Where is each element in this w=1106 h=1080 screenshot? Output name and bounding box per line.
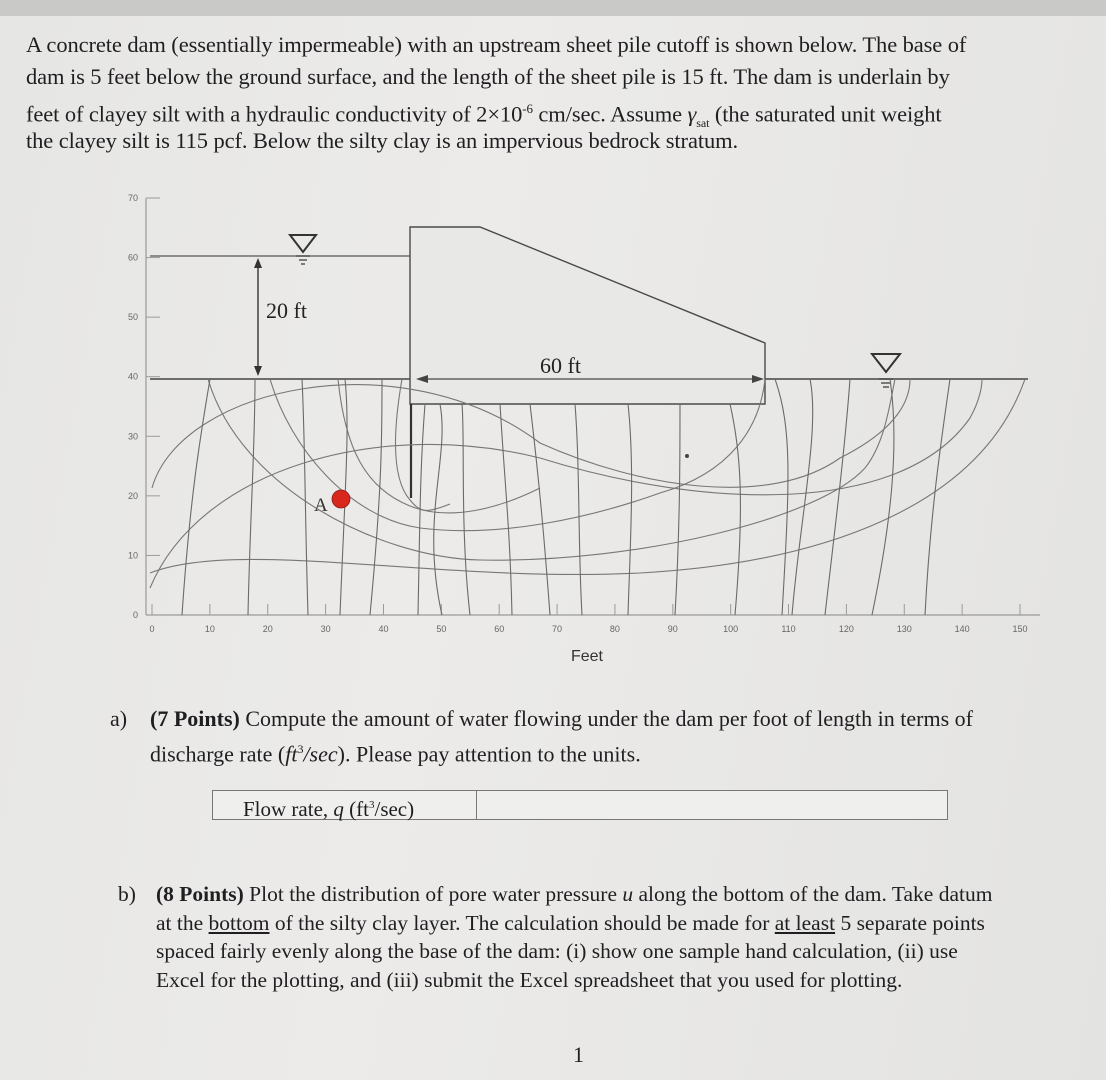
- x-tick-label: 20: [262, 624, 273, 634]
- y-tick-label: 50: [127, 312, 138, 323]
- dam-width-label: 60 ft: [540, 353, 581, 378]
- question-b-line-1: b) (8 Points) Plot the distribution of pore water pressure u along the bottom of the dam. Take datum: [118, 882, 993, 906]
- flow-rate-label: Flow rate, q $(ft^3/\sec)$: [213, 791, 477, 819]
- flow-net-figure: [120, 188, 1050, 668]
- y-tick-label: 0: [132, 610, 138, 620]
- question-b-line-4: Excel for the plotting, and (iii) submit the Excel spreadsheet that you used for plotting.: [156, 967, 903, 992]
- x-tick-label: 50: [436, 624, 447, 634]
- x-tick-label: 150: [1012, 624, 1028, 634]
- flow-lines: [150, 379, 1025, 588]
- question-b-line-3: spaced fairly evenly along the base of the dam: (i) show one sample hand calculation, (ii) use: [156, 939, 958, 963]
- water-table-symbol-downstream: [872, 354, 900, 387]
- x-tick-label: 60: [494, 624, 505, 634]
- x-tick-label: 110: [781, 624, 796, 634]
- x-tick-label: 0: [149, 624, 155, 634]
- y-tick-label: 40: [127, 371, 138, 382]
- y-axis-ticks: [128, 193, 160, 620]
- problem-statement: [26, 29, 1106, 157]
- y-tick-label: 60: [127, 252, 138, 263]
- x-tick-label: 40: [378, 624, 389, 634]
- x-tick-label: 90: [667, 624, 678, 634]
- equipotential-lines: [182, 379, 950, 615]
- water-table-symbol-upstream: [290, 235, 316, 264]
- flow-net-dot: [685, 454, 689, 458]
- y-tick-label: 10: [127, 550, 138, 561]
- concrete-dam: [410, 227, 765, 404]
- question-a: [110, 704, 973, 769]
- question-b-line-2: at the bottom of the silty clay layer. The calculation should be made for at least 5 separate points: [156, 910, 985, 935]
- x-tick-label: 70: [552, 624, 563, 634]
- y-tick-label: 20: [127, 490, 138, 501]
- x-axis-ticks: [149, 604, 1027, 634]
- point-a-label: A: [314, 495, 328, 516]
- flow-rate-answer-field[interactable]: [479, 791, 947, 819]
- head-dimension-label: 20 ft: [266, 298, 307, 323]
- problem-line-2: dam is 5 feet below the ground surface, and the length of the sheet pile is 15 ft. The dam is underlain by: [26, 64, 950, 89]
- x-tick-label: 120: [838, 624, 854, 634]
- x-axis-title: Feet: [570, 648, 604, 665]
- page-number: 1: [573, 1042, 584, 1067]
- point-a-marker: [332, 490, 350, 508]
- flow-rate-answer-box: [212, 790, 948, 820]
- x-tick-label: 130: [896, 624, 912, 634]
- problem-line-1: A concrete dam (essentially impermeable) with an upstream sheet pile cutoff is shown below. The base of: [26, 32, 967, 57]
- x-tick-label: 140: [954, 624, 970, 634]
- x-tick-label: 100: [723, 624, 739, 634]
- flow-net-diagram: [120, 188, 1050, 668]
- x-tick-label: 80: [609, 624, 620, 634]
- x-tick-label: 10: [204, 624, 215, 634]
- page-top-edge: [0, 0, 1106, 16]
- question-b: [118, 880, 992, 994]
- problem-line-4: the clayey silt is 115 pcf. Below the silty clay is an impervious bedrock stratum.: [26, 128, 739, 153]
- question-a-line-2: discharge rate $(ft^3/\sec)$. Please pay attention to the units.: [150, 741, 641, 767]
- problem-line-3: feet of clayey silt with a hydraulic conductivity of $2\times 10^{-6}$ cm/sec. Assume $\gamma_{sat}$ (the saturated unit weight: [26, 101, 942, 130]
- y-tick-label: 70: [127, 193, 138, 203]
- x-tick-label: 30: [320, 624, 331, 634]
- question-a-line-1: a) (7 Points) Compute the amount of water flowing under the dam per foot of length in terms of: [110, 706, 973, 731]
- y-tick-label: 30: [127, 431, 138, 442]
